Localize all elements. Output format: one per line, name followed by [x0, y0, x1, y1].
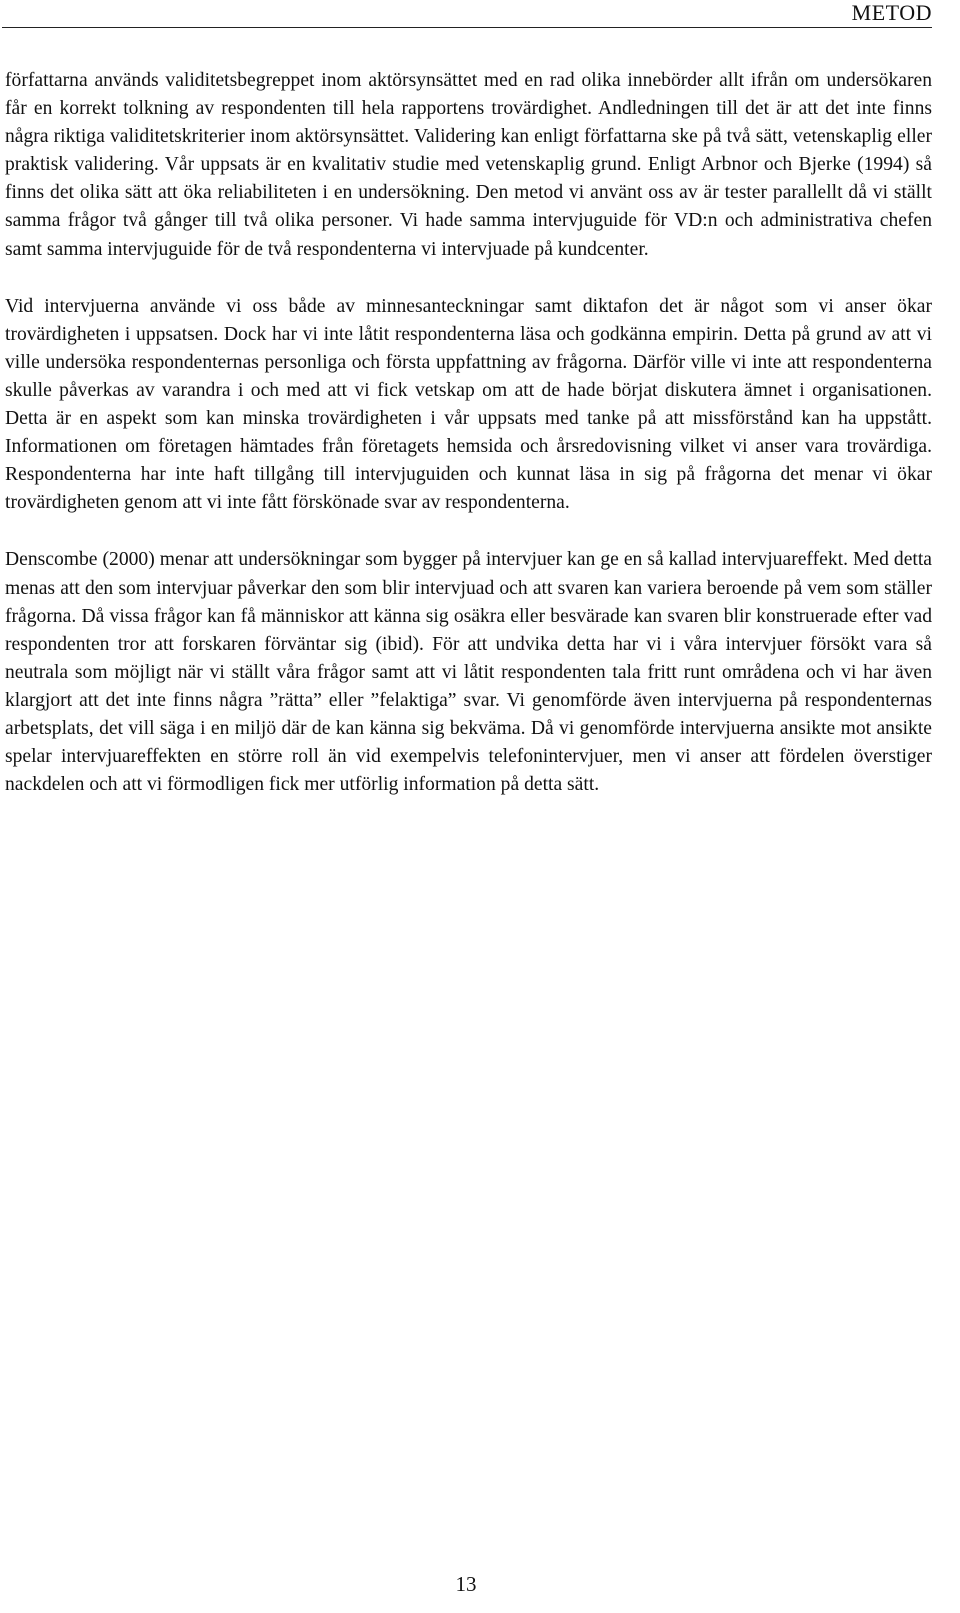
paragraph-interviews: Vid intervjuerna använde vi oss både av minnesanteckningar samt diktafon det är något som vi anser ökar trovärdigheten i uppsatsen. Dock har vi inte låtit respondenterna läsa och godkänna empirin. Detta på grund av att vi ville undersöka respondenternas personliga och första uppfattning av frågorna. Därför ville vi inte att respondenterna skulle påverkas av varandra i och med att vi fick vetskap om att de hade börjat diskutera ämnet i organisationen. Detta är en aspekt som kan minska trovärdigheten i vår uppsats med tanke på att missförstånd kan ha uppstått. Informationen om företagen hämtades från företagets hemsida och årsredovisning vilket vi anser vara trovärdiga. Respondenterna har inte haft tillgång till intervjuguiden och kunnat läsa in sig på frågorna det menar vi ökar trovärdigheten genom att vi inte fått förskönade svar av respondenterna.	[5, 295, 932, 514]
page-number: 13	[455, 1572, 477, 1596]
header-rule	[2, 27, 932, 28]
section-title: METOD	[851, 0, 932, 25]
body-text	[5, 67, 932, 828]
paragraph-interviewer-effect: Denscombe (2000) menar att undersökningar som bygger på intervjuer kan ge en så kallad intervjuareffekt. Med detta menas att den som intervjuar påverkar den som blir intervjuad och att svaren kan variera beroende på vem som ställer frågorna. Då vissa frågor kan få människor att känna sig osäkra eller besvärade kan svaren blir konstruerade efter vad respondenten tror att forskaren förväntar sig (ibid). För att undvika detta har vi i våra intervjuer försökt vara så neutrala som möjligt när vi ställt våra frågor samt att vi låtit respondenten tala fritt runt områdena och vi har även klargjort att det inte finns några ”rätta” eller ”felaktiga” svar. Vi genomförde även intervjuerna på respondenternas arbetsplats, det vill säga i en miljö där de kan känna sig bekväma. Då vi genomförde intervjuerna ansikte mot ansikte spelar intervjuareffekten en större roll än vid exempelvis telefonintervjuer, men vi anser att fördelen överstiger nackdelen och att vi förmodligen fick mer utförlig information på detta sätt.	[5, 549, 932, 796]
page-header	[0, 0, 960, 30]
paragraph-validity: författarna används validitetsbegreppet inom aktörsynsättet med en rad olika innebörder allt ifrån om undersökaren får en korrekt tolkning av respondenten till hela rapportens trovärdighet. Andledningen till det är att det inte finns några riktiga validitetskriterier inom aktörsynsättet. Validering kan enligt författarna ske på två sätt, vetenskaplig eller praktisk validering. Vår uppsats är en kvalitativ studie med vetenskaplig grund. Enligt Arbnor och Bjerke (1994) så finns det olika sätt att öka reliabiliteten i en undersökning. Den metod vi använt oss av är tester parallellt då vi ställt samma frågor två gånger till två olika personer. Vi hade samma intervjuguide för VD:n och administrativa chefen samt samma intervjuguide för de två respondenterna vi intervjuade på kundcenter.	[5, 70, 932, 260]
